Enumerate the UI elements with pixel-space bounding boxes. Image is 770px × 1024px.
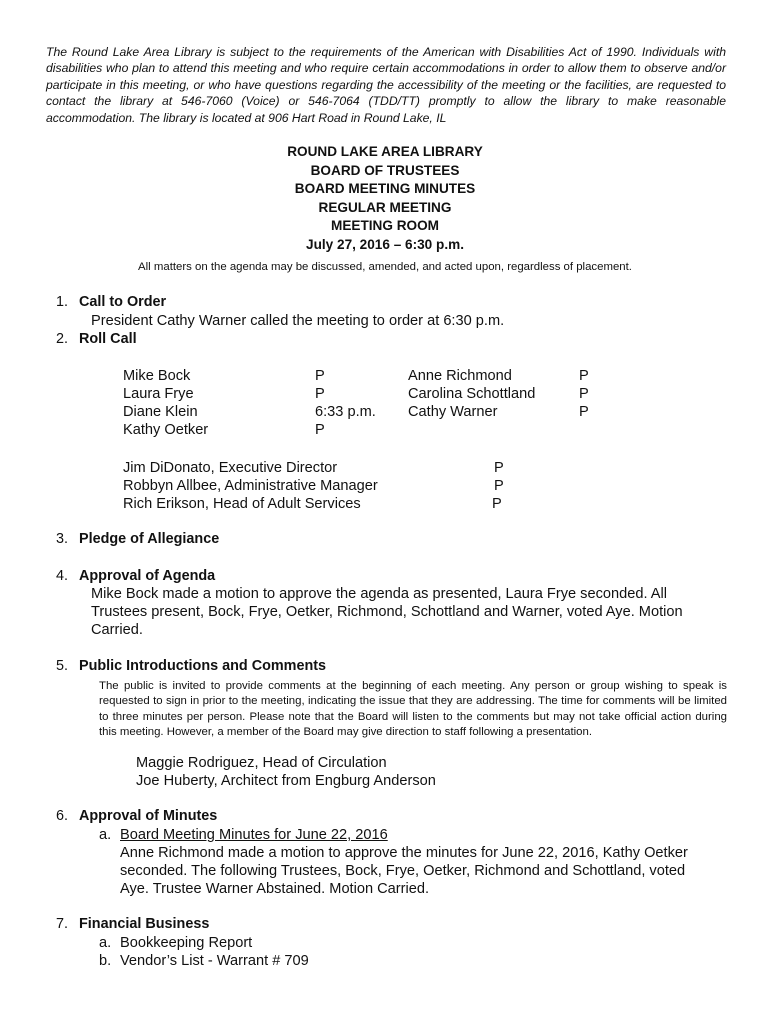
agenda-motion-line: Trustees present, Bock, Frye, Oetker, Richmond, Schottland and Warner, voted Aye. Motion [91,604,683,620]
trustee-name: Kathy Oetker [123,422,209,438]
staff-name: Jim DiDonato, Executive Director [123,460,338,476]
section-number: 5. [56,658,69,674]
attendee: Joe Huberty, Architect from Engburg Anderson [136,773,436,789]
agenda-motion-line: Carried. [91,622,143,638]
trustee-name: Carolina Schottland [408,386,536,402]
attendee: Maggie Rodriguez, Head of Circulation [136,755,387,771]
section-number: 6. [56,808,69,824]
financial-item: Vendor’s List - Warrant # 709 [120,953,309,969]
section-number: 3. [56,531,69,547]
trustee-status: P [579,386,589,402]
title-block [0,143,770,255]
trustee-status: P [315,422,325,438]
minutes-motion-line: Anne Richmond made a motion to approve the minutes for June 22, 2016, Kathy Oetker [120,845,688,861]
financial-item: Bookkeeping Report [120,935,253,951]
minutes-motion-line: seconded. The following Trustees, Bock, Frye, Oetker, Richmond and Schottland, voted [120,863,686,879]
call-to-order-text: President Cathy Warner called the meeting to order at 6:30 p.m. [91,313,505,329]
agenda-note: All matters on the agenda may be discussed, amended, and acted upon, regardless of placement. [138,261,632,273]
board-name: BOARD OF TRUSTEES [310,162,460,178]
trustee-name: Mike Bock [123,368,191,384]
staff-name: Robbyn Allbee, Administrative Manager [123,478,378,494]
section-heading-roll-call: Roll Call [79,331,137,347]
sub-item-letter: b. [99,953,112,969]
staff-status: P [492,496,502,512]
meeting-location: MEETING ROOM [331,218,439,234]
trustee-status: P [315,386,325,402]
section-heading-public-comments: Public Introductions and Comments [79,658,327,674]
section-heading-pledge: Pledge of Allegiance [79,531,220,547]
trustee-name: Anne Richmond [408,368,512,384]
minutes-motion-line: Aye. Trustee Warner Abstained. Motion Carried. [120,881,430,897]
ada-notice: The Round Lake Area Library is subject to the requirements of the American with Disabilities Act of 1990. Individuals with disabilities who plan to attend this meeting and who require certain accommodations in order to allow them to observe and/or participate in this meeting, or who have questions regarding the accessibility of the meeting or the facilities, are requested to contact the library at 546-7060 (Voice) or 546-7064 (TDD/TT) promptly to allow the library to make reasonable accommodation. The library is located at 906 Hart Road in Round Lake, IL [46,45,726,125]
sub-item-letter: a. [99,827,112,843]
meeting-type: REGULAR MEETING [318,199,452,215]
trustee-status: P [315,368,325,384]
trustee-name: Diane Klein [123,404,198,420]
document-type: BOARD MEETING MINUTES [294,181,476,197]
section-number: 7. [56,916,69,932]
trustee-status: P [579,404,589,420]
section-number: 1. [56,294,69,310]
section-heading-financial-business: Financial Business [79,916,210,932]
minutes-sub-title: Board Meeting Minutes for June 22, 2016 [120,827,388,843]
trustee-name: Cathy Warner [408,404,498,420]
section-number: 4. [56,568,69,584]
meeting-date: July 27, 2016 – 6:30 p.m. [306,236,464,252]
agenda-motion-line: Mike Bock made a motion to approve the agenda as presented, Laura Frye seconded. All [91,586,667,602]
section-heading-approval-of-minutes: Approval of Minutes [79,808,218,824]
public-comment-policy: The public is invited to provide comments at the beginning of each meeting. Any person or group wishing to speak is requested to sign in prior to the meeting, indicating the issue that they are addressing. The time for comments will be limited to three minutes per person. Please note that the Board will listen to the comments but may not take official action during this meeting. However, a member of the Board may give direction to staff following a presentation. [99,680,727,739]
sub-item-letter: a. [99,935,112,951]
section-number: 2. [56,331,69,347]
section-heading-approval-of-agenda: Approval of Agenda [79,568,216,584]
trustee-name: Laura Frye [123,386,194,402]
trustee-status: 6:33 p.m. [315,404,376,420]
staff-status: P [494,478,504,494]
library-name: ROUND LAKE AREA LIBRARY [287,144,483,159]
staff-status: P [494,460,504,476]
section-heading-call-to-order: Call to Order [79,294,167,310]
staff-name: Rich Erikson, Head of Adult Services [123,496,361,512]
trustee-status: P [579,368,589,384]
